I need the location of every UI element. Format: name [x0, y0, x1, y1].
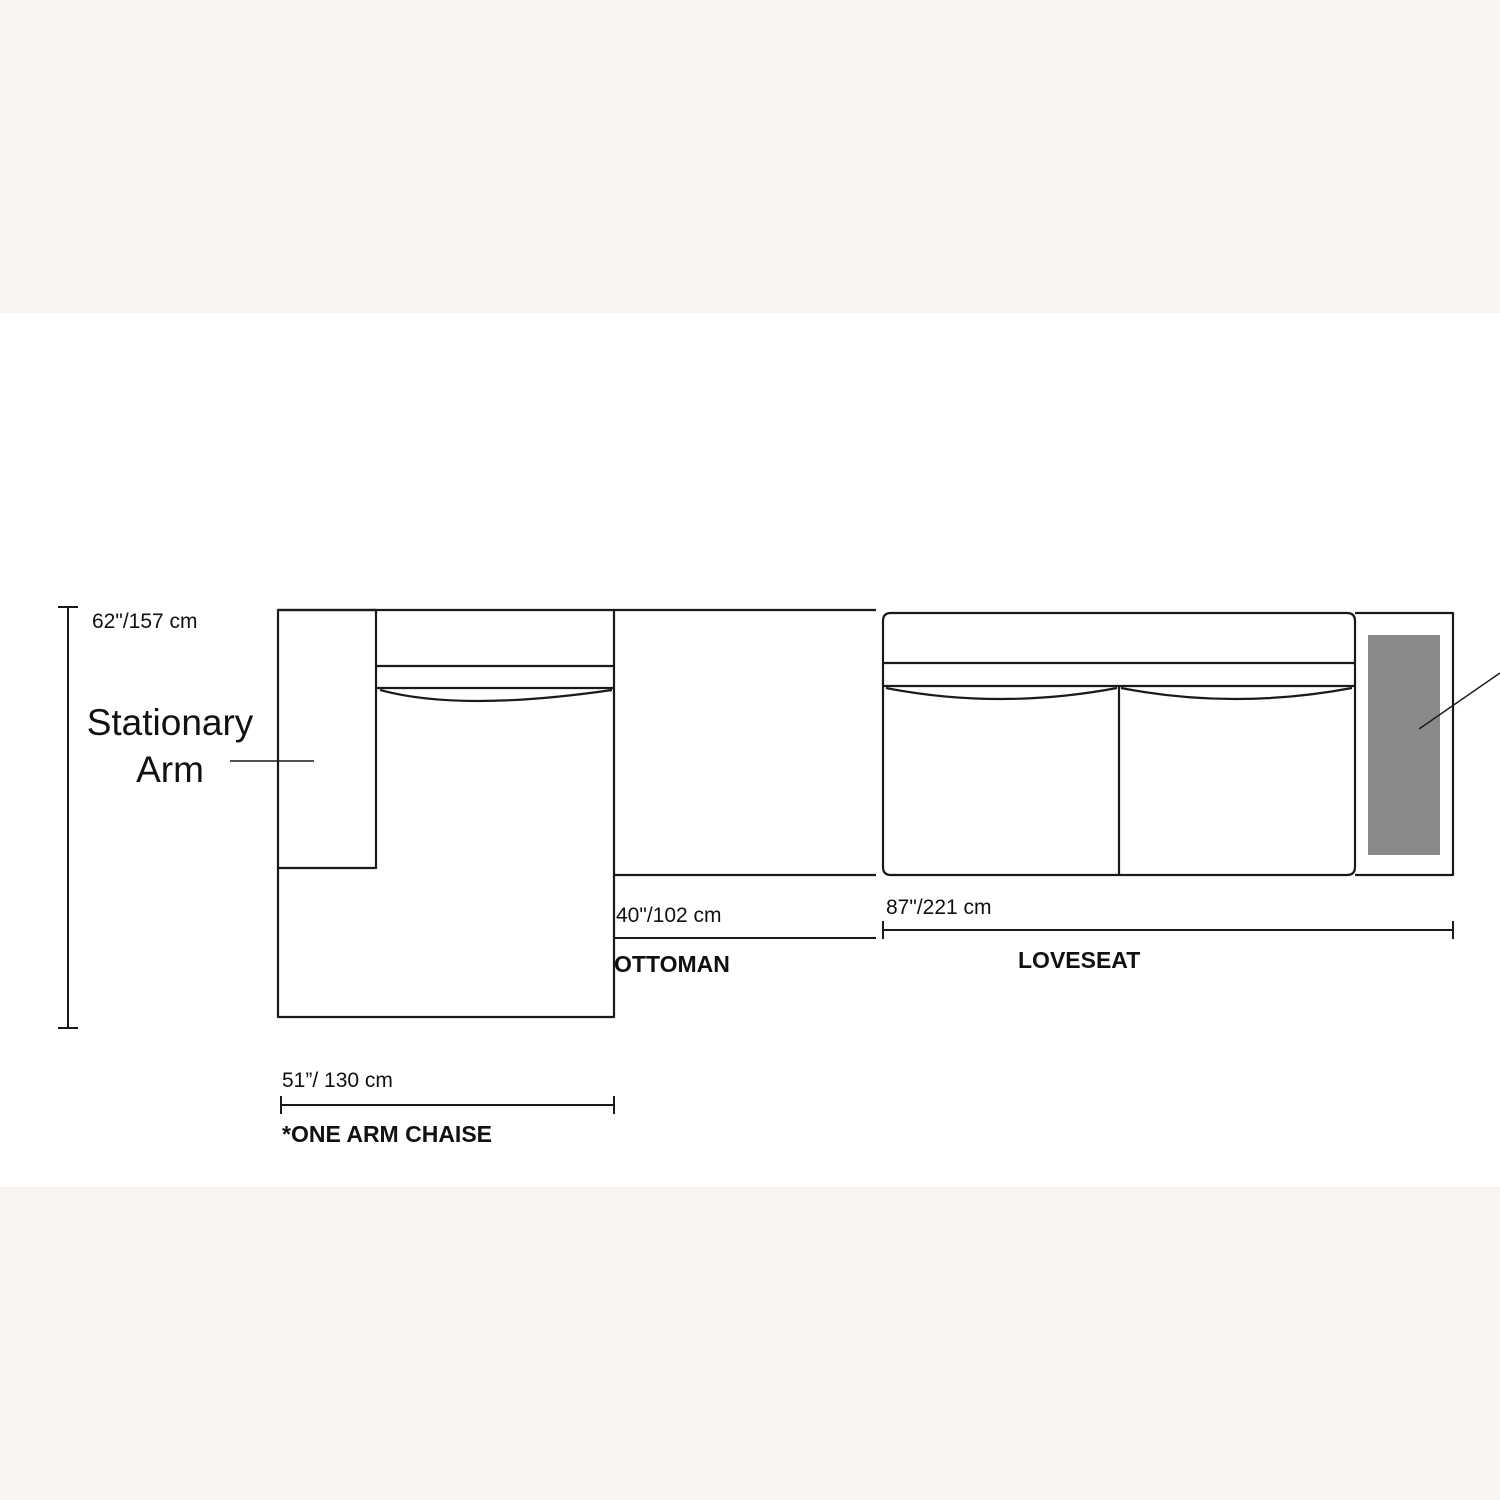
loveseat-module-label: LOVESEAT	[1018, 947, 1141, 973]
chaise-width-label: 51”/ 130 cm	[282, 1069, 393, 1092]
ottoman-width-label: 40"/102 cm	[616, 904, 722, 927]
chaise-seat-cushion-curve	[380, 690, 612, 701]
callout-label-line1: Stationary	[86, 702, 254, 743]
loveseat-right-cushion-curve	[1121, 688, 1352, 699]
depth-dimension	[58, 607, 198, 1028]
callout-label-line2: Arm	[136, 749, 204, 790]
loveseat	[883, 613, 1500, 973]
chaise-outline	[278, 610, 614, 1017]
ottoman-module-label: OTTOMAN	[614, 951, 730, 977]
depth-dimension-label: 62"/157 cm	[92, 610, 198, 633]
stationary-arm-callout	[87, 702, 314, 790]
loveseat-left-cushion-curve	[886, 688, 1117, 699]
ottoman	[614, 610, 876, 977]
one-arm-chaise	[278, 610, 614, 1147]
chaise-module-label: *ONE ARM CHAISE	[282, 1121, 492, 1147]
chaise-stationary-arm	[278, 610, 376, 868]
loveseat-stationary-arm-highlight	[1368, 635, 1440, 855]
loveseat-width-label: 87"/221 cm	[886, 896, 992, 919]
